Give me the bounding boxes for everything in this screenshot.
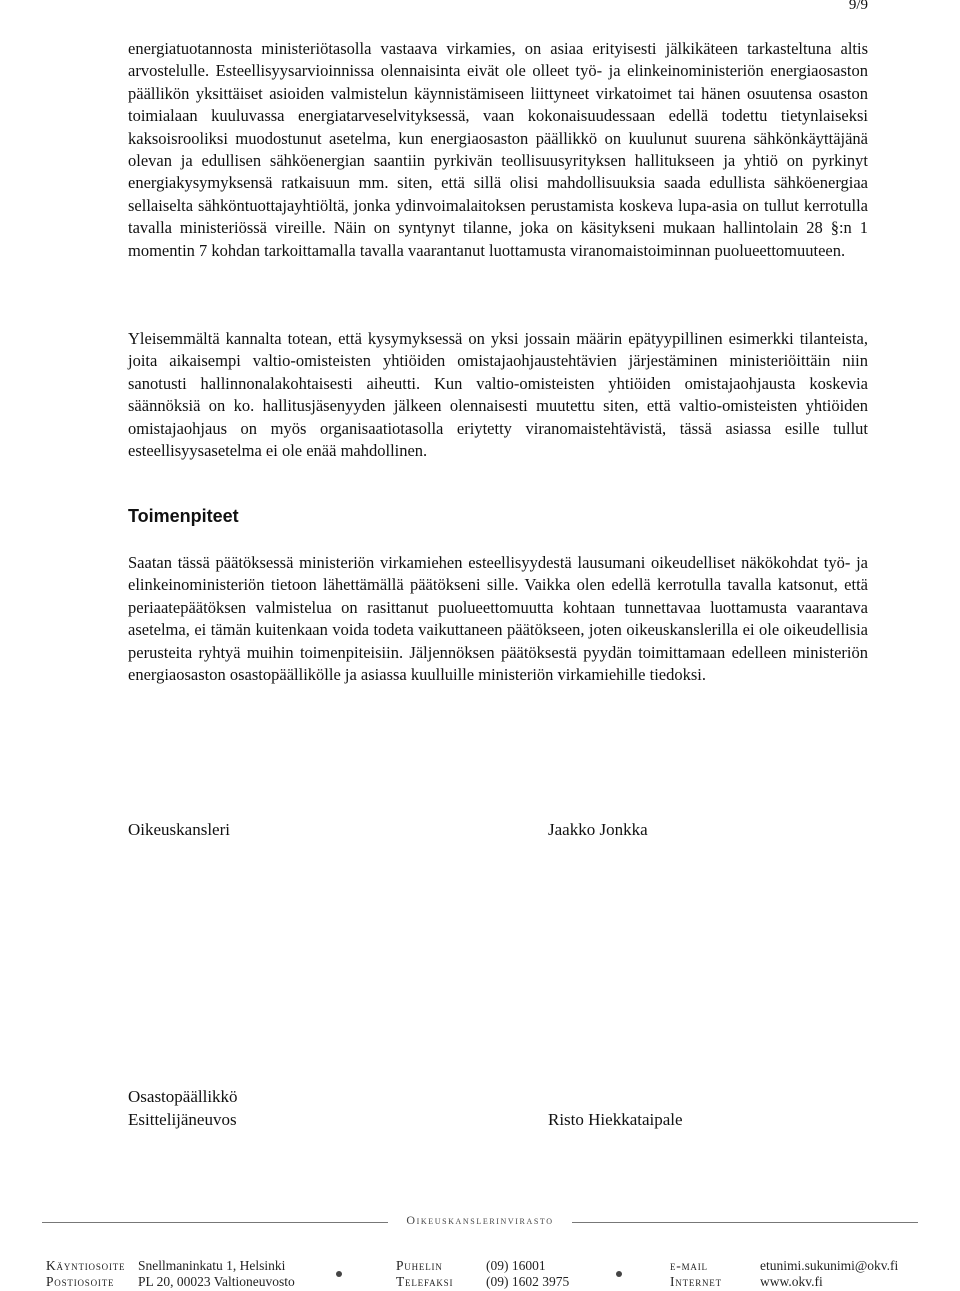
footer-visit-label: Käyntiosoite: [46, 1258, 126, 1273]
page-number: 9/9: [848, 0, 868, 13]
section-heading: Toimenpiteet: [128, 506, 239, 526]
footer-phone-number: (09) 16001: [486, 1258, 546, 1273]
body-paragraph-1: energiatuotannosta ministeriötasolla vastaava virkamies, on asiaa erityisesti jälkikäteen tarkasteltuna altis arvostelulle. Esteellisyysarvioinnissa olennaisinta eivät ole olleet työ- ja elinkeinoministeriön energiaosaston päällikön yksittäiset asioiden valmistelun käynnistämiseen liittyneet virkatoimet tai hänen osuutensa osaston toimialaan kuuluvassa energiatarveselvityksessä, vaan kokonaisuudessaan edellä todettu tietynlaiseksi kaksoisrooliksi muodostunut asetelma, kun energiaosaston päällikkö on kuulunut suurena sähkönkäyttäjänä olevan ja edullisen sähköenergian saantiin pyrkivän teollisuusyrityksen hallitukseen ja yhtiö on pyrkinyt energiakysymyksensä ratkaisuun mm. siten, että sillä olisi mahdollisuuksia saada edullista sähköenergiaa sellaiselta sähköntuottajayhtiöltä, jonka ydinvoimalaitoksen perustamista koskeva lupa-asia on tullut kerrotulla tavalla ministeriössä vireille. Näin on syntynyt tilanne, joka on käsitykseni mukaan hallintolain 28 §:n 1 momentin 7 kohdan tarkoittamalla tavalla vaarantanut luottamusta viranomaistoiminnan puolueettomuuteen.: [128, 39, 868, 260]
signatory-name-chancellor: Jaakko Jonkka: [548, 820, 648, 839]
footer-organization: Oikeuskanslerinvirasto: [406, 1213, 554, 1227]
body-paragraph-3: Saatan tässä päätöksessä ministeriön virkamiehen esteellisyydestä lausumani oikeudelliset näkökohdat työ- ja elinkeinoministeriön tietoon lähettämällä päätökseni sille. Vaikka olen edellä kerrotulla tavalla katsonut, että periaatepäätöksen valmistelua on rasittanut puolueettomuutta kohtaan tunnettavaa luottamusta vaarantava asetelma, ei tämän kuitenkaan voida todeta vaikuttaneen päätökseen, joten oikeuskanslerilla ei ole oikeudellisia perusteita ryhtyä muihin toimenpiteisiin. Jäljennöksen päätöksestä pyydän toimittamaan edelleen ministeriön energiaosaston osastopäällikölle ja asiassa kuulluille ministeriön virkamiehille tiedoksi.: [128, 553, 868, 685]
signatory-name-rapporteur: Risto Hiekkataipale: [548, 1110, 683, 1129]
footer-phone-label: Puhelin: [396, 1258, 443, 1273]
footer-bullet-icon: [336, 1271, 342, 1277]
footer-fax-number: (09) 1602 3975: [486, 1274, 570, 1289]
footer-email-address[interactable]: etunimi.sukunimi@okv.fi: [760, 1258, 899, 1273]
signatory-title-rapporteur: Esittelijäneuvos: [128, 1110, 237, 1129]
footer-visit-address: Snellmaninkatu 1, Helsinki: [138, 1258, 286, 1273]
footer-internet-label: Internet: [670, 1274, 722, 1289]
footer-bullet-icon: [616, 1271, 622, 1277]
footer-post-address: PL 20, 00023 Valtioneuvosto: [138, 1274, 295, 1289]
footer-email-label: e-mail: [670, 1258, 708, 1273]
footer-website-link[interactable]: www.okv.fi: [760, 1274, 823, 1289]
body-paragraph-2: Yleisemmältä kannalta totean, että kysymyksessä on yksi jossain määrin epätyypillinen esimerkki tilanteista, joita aikaisempi valtio-omisteisten yhtiöiden omistajaohjaustehtävien järjestäminen ministeriöittäin niin sanotusti hallinnonalakohtaisesti aiheutti. Kun valtio-omisteisten yhtiöiden omistajaohjausta koskevia säännöksiä on ko. hallitusjäsenyyden jälkeen olennaisesti muutettu siten, että valtio-omisteisten yhtiöiden omistajaohjaus on myös organisaatiotasolla eriytetty viranomaistehtävistä, tässä asiassa esille tullut esteellisyysasetelma ei ole enää mahdollinen.: [128, 329, 868, 461]
footer-rule-right: [572, 1222, 918, 1223]
signatory-title-chancellor: Oikeuskansleri: [128, 820, 230, 839]
footer-rule-left: [42, 1222, 388, 1223]
footer-post-label: Postiosoite: [46, 1274, 115, 1289]
signatory-title-department-head: Osastopäällikkö: [128, 1087, 238, 1106]
footer-fax-label: Telefaksi: [396, 1274, 454, 1289]
